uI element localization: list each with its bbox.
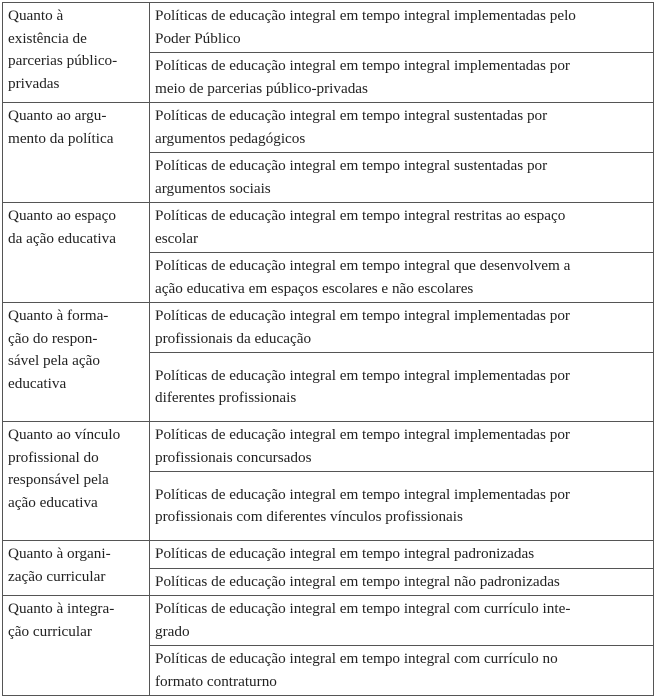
category-line: Quanto à organi- (8, 545, 111, 562)
policy-line: profissionais da educação (155, 329, 312, 347)
table-row (3, 3, 654, 53)
policy-cell (150, 596, 654, 646)
policy-cell (150, 646, 654, 696)
category-line: zação curricular (8, 567, 106, 585)
category-line: privadas (8, 74, 60, 92)
category-line: Quanto ao vínculo (8, 426, 121, 443)
category-line: responsável pela (8, 471, 109, 488)
policy-classification-table (2, 2, 654, 696)
category-line: Quanto ao argu- (8, 107, 107, 124)
category-cell (3, 422, 150, 541)
category-cell (3, 203, 150, 303)
policy-cell (150, 3, 654, 53)
policy-cell (150, 541, 654, 569)
category-line: educativa (8, 374, 67, 392)
category-line: mento da política (8, 129, 114, 147)
category-cell (3, 103, 150, 203)
policy-cell (150, 422, 654, 472)
policy-line: meio de parcerias público-privadas (155, 79, 368, 97)
category-line: sável pela ação (8, 352, 100, 369)
policy-line: Políticas de educação integral em tempo integral implementadas por (155, 485, 570, 503)
policy-line: argumentos sociais (155, 179, 271, 197)
policy-line: formato contraturno (155, 672, 277, 690)
policy-line: Políticas de educação integral em tempo integral implementadas por (155, 307, 570, 324)
policy-line: profissionais com diferentes vínculos profissionais (155, 508, 463, 525)
policy-line: Políticas de educação integral em tempo integral implementadas pelo (155, 7, 576, 24)
policy-cell (150, 103, 654, 153)
category-line: ação educativa (8, 493, 98, 511)
policy-line: Políticas de educação integral em tempo integral com currículo no (155, 650, 558, 667)
table-row (3, 203, 654, 253)
policy-cell (150, 472, 654, 541)
policy-line: escolar (155, 229, 199, 247)
policy-cell (150, 203, 654, 253)
category-line: parcerias público- (8, 52, 118, 69)
category-line: Quanto à (8, 7, 64, 24)
policy-line: Políticas de educação integral em tempo integral padronizadas (155, 545, 535, 562)
policy-line: Políticas de educação integral em tempo integral não padronizadas (155, 572, 560, 590)
category-cell (3, 541, 150, 596)
policy-line: argumentos pedagógicos (155, 129, 306, 147)
policy-line: profissionais concursados (155, 448, 312, 466)
policy-line: ação educativa em espaços escolares e não escolares (155, 279, 474, 297)
policy-line: Políticas de educação integral em tempo integral sustentadas por (155, 157, 548, 174)
policy-line: Políticas de educação integral em tempo integral implementadas por (155, 426, 570, 443)
category-line: Quanto ao espaço (8, 207, 116, 224)
policy-cell (150, 353, 654, 422)
table-row (3, 422, 654, 472)
policy-cell (150, 303, 654, 353)
policy-line: Políticas de educação integral em tempo integral com currículo inte- (155, 600, 571, 617)
category-line: da ação educativa (8, 229, 116, 247)
policy-line: Poder Público (155, 29, 241, 47)
category-line: profissional do (8, 448, 99, 466)
category-line: ção do respon- (8, 329, 98, 347)
category-line: ção curricular (8, 622, 92, 640)
category-line: Quanto à integra- (8, 600, 115, 617)
table-row (3, 596, 654, 646)
policy-line: grado (155, 622, 190, 640)
policy-cell (150, 568, 654, 596)
policy-line: Políticas de educação integral em tempo integral que desenvolvem a (155, 257, 571, 274)
category-line: Quanto à forma- (8, 307, 109, 324)
policy-line: Políticas de educação integral em tempo integral implementadas por (155, 57, 570, 74)
category-cell (3, 3, 150, 103)
category-line: existência de (8, 29, 87, 47)
category-cell (3, 596, 150, 696)
category-cell (3, 303, 150, 422)
policy-cell (150, 53, 654, 103)
policy-line: Políticas de educação integral em tempo integral implementadas por (155, 366, 570, 384)
policy-line: diferentes profissionais (155, 389, 297, 406)
policy-cell (150, 253, 654, 303)
policy-line: Políticas de educação integral em tempo integral restritas ao espaço (155, 207, 566, 224)
table-row (3, 103, 654, 153)
table-row (3, 303, 654, 353)
table-body (3, 3, 654, 696)
policy-cell (150, 153, 654, 203)
table-row (3, 541, 654, 569)
policy-line: Políticas de educação integral em tempo integral sustentadas por (155, 107, 548, 124)
